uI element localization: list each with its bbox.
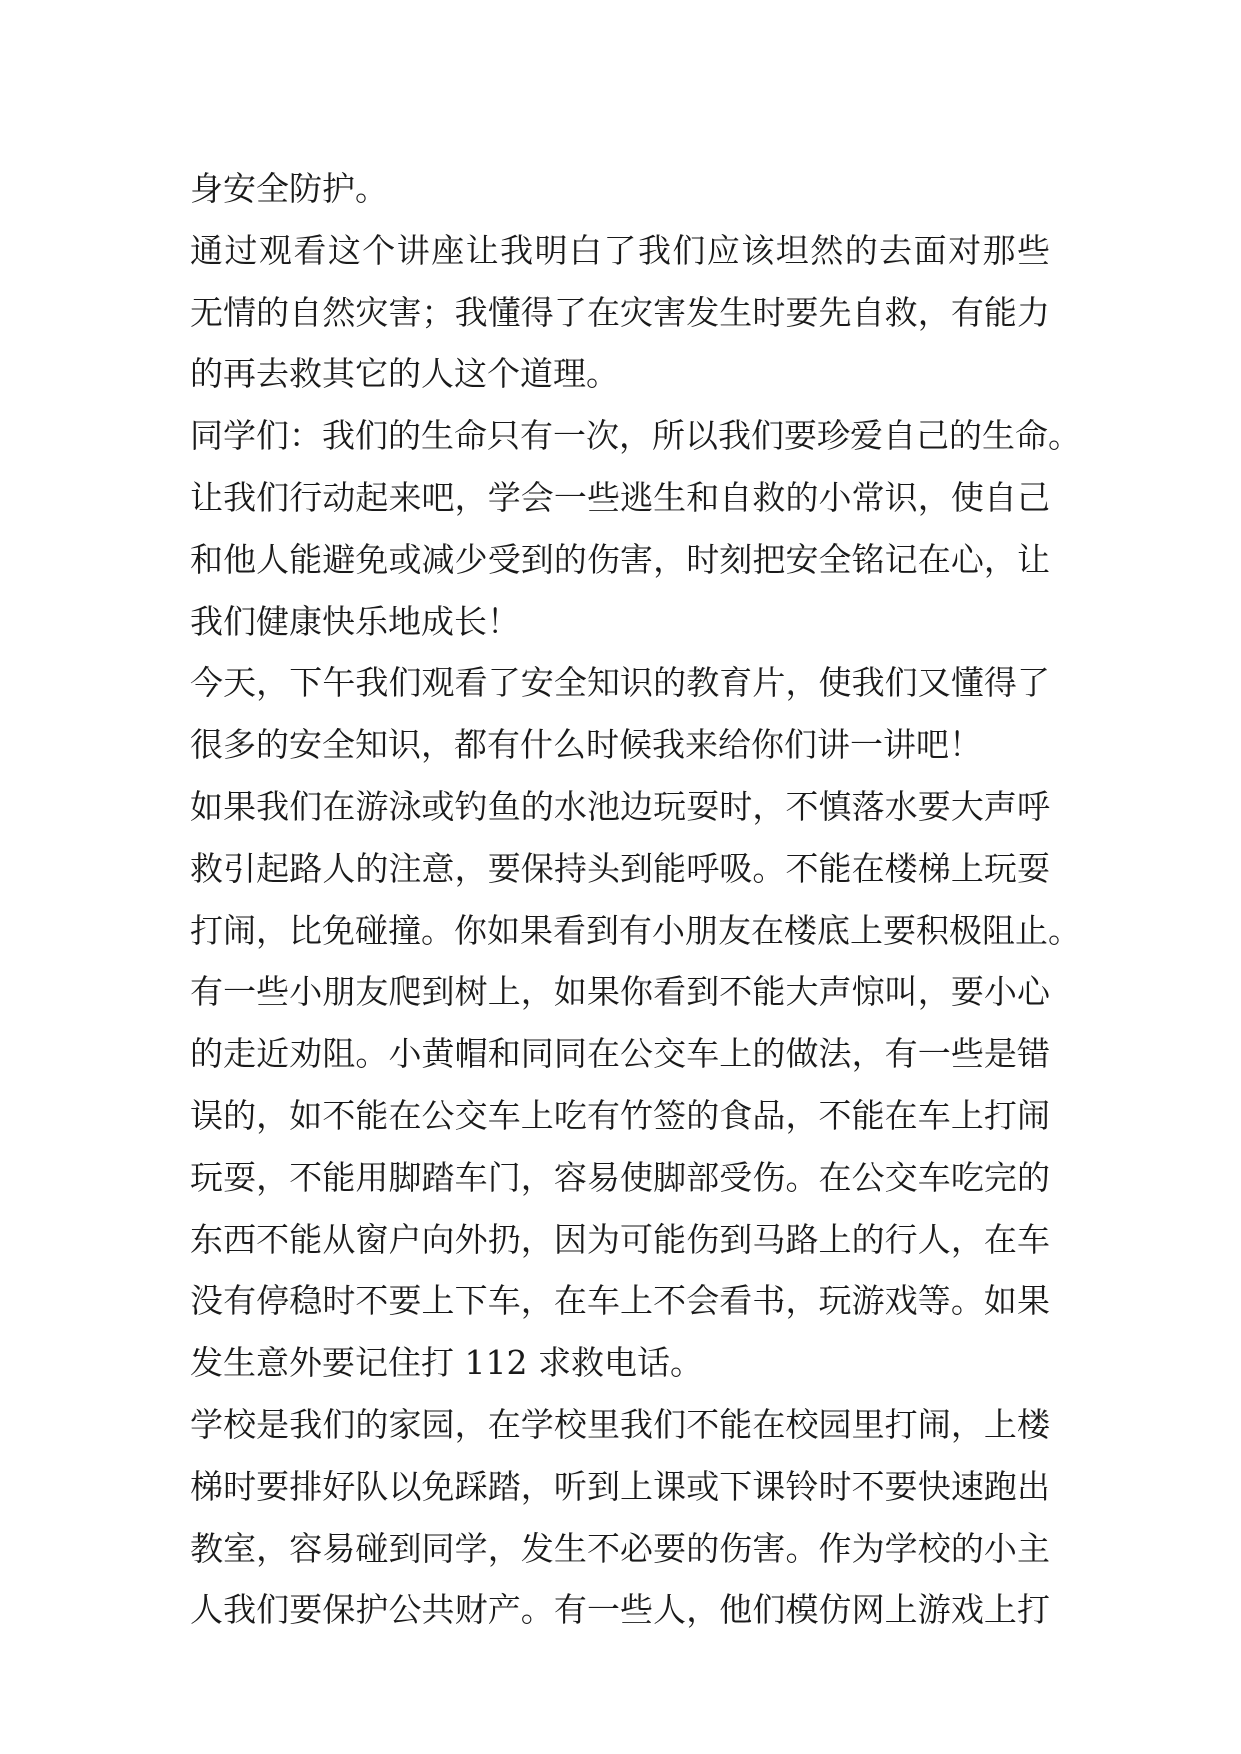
text-line: 救引起路人的注意，要保持头到能呼吸。不能在楼梯上玩耍 — [190, 848, 1050, 888]
text-line: 让我们行动起来吧，学会一些逃生和自救的小常识，使自己 — [190, 477, 1050, 517]
text-line: 通过观看这个讲座让我明白了我们应该坦然的去面对那些 — [190, 230, 1050, 270]
text-line: 没有停稳时不要上下车，在车上不会看书，玩游戏等。如果 — [190, 1281, 1050, 1321]
text-line: 打闹，比免碰撞。你如果看到有小朋友在楼底上要积极阻止。 — [190, 910, 1081, 950]
text-line: 玩耍，不能用脚踏车门，容易使脚部受伤。在公交车吃完的 — [190, 1157, 1050, 1197]
document-body — [190, 158, 1081, 1641]
text-line: 同学们：我们的生命只有一次，所以我们要珍爱自己的生命。 — [190, 416, 1081, 456]
text-line: 的走近劝阻。小黄帽和同同在公交车上的做法，有一些是错 — [190, 1034, 1050, 1074]
text-line: 学校是我们的家园，在学校里我们不能在校园里打闹，上楼 — [190, 1404, 1050, 1444]
text-line: 发生意外要记住打 112 求救电话。 — [190, 1343, 703, 1383]
text-line: 的再去救其它的人这个道理。 — [190, 354, 619, 394]
text-line: 有一些小朋友爬到树上，如果你看到不能大声惊叫，要小心 — [190, 972, 1050, 1012]
text-line: 教室，容易碰到同学，发生不必要的伤害。作为学校的小主 — [190, 1528, 1050, 1568]
text-line: 很多的安全知识，都有什么时候我来给你们讲一讲吧！ — [190, 725, 982, 765]
text-line: 如果我们在游泳或钓鱼的水池边玩耍时，不慎落水要大声呼 — [190, 786, 1050, 826]
text-line: 身安全防护。 — [190, 169, 388, 208]
text-line: 今天，下午我们观看了安全知识的教育片，使我们又懂得了 — [190, 663, 1050, 703]
text-line: 无情的自然灾害；我懂得了在灾害发生时要先自救，有能力 — [190, 292, 1050, 332]
text-line: 人我们要保护公共财产。有一些人，他们模仿网上游戏上打 — [190, 1590, 1050, 1630]
text-line: 和他人能避免或减少受到的伤害，时刻把安全铭记在心，让 — [190, 539, 1050, 579]
text-line: 东西不能从窗户向外扔，因为可能伤到马路上的行人，在车 — [190, 1219, 1050, 1259]
text-line: 误的，如不能在公交车上吃有竹签的食品，不能在车上打闹 — [190, 1095, 1050, 1135]
text-line: 我们健康快乐地成长！ — [190, 601, 520, 641]
text-line: 梯时要排好队以免踩踏，听到上课或下课铃时不要快速跑出 — [190, 1466, 1050, 1506]
